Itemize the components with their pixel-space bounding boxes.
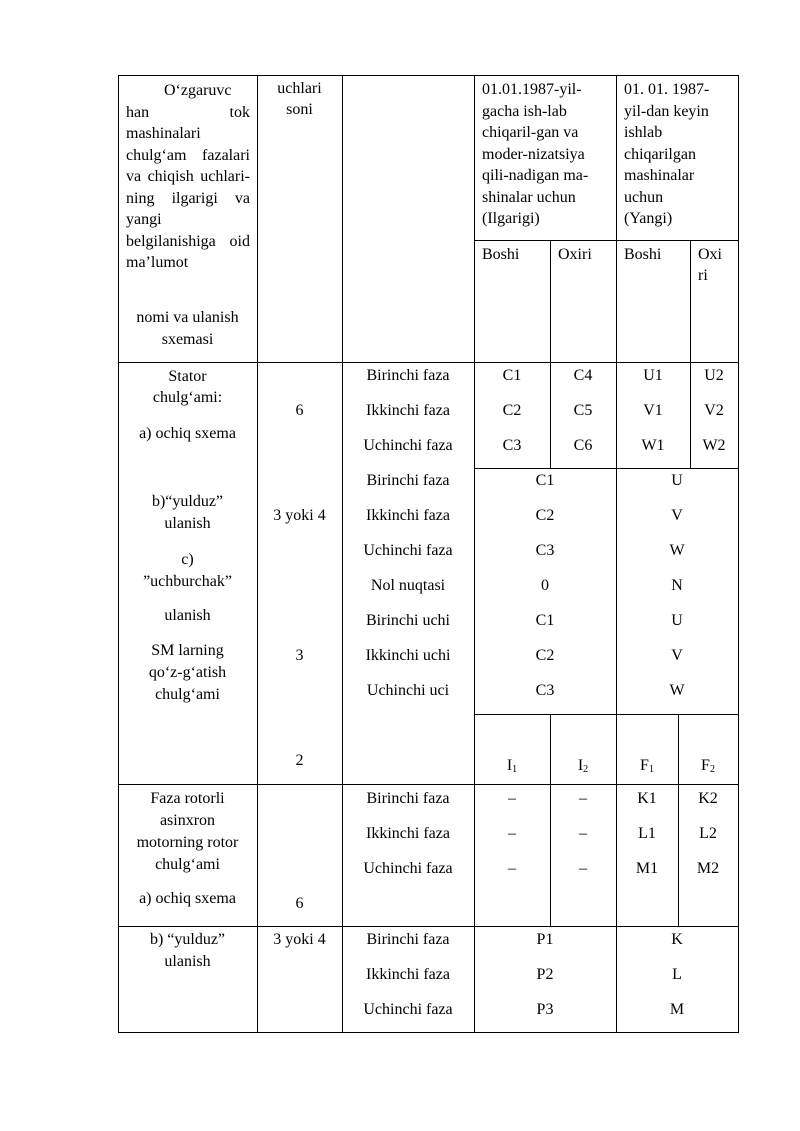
sm-mark-i2: $I_2$ xyxy=(577,757,589,775)
stator-delta-line3: ulanish xyxy=(164,607,211,624)
rotor-count: 6 xyxy=(295,895,304,912)
sm-mark-f1: $F_1$ xyxy=(640,757,654,775)
header-old-start: Boshi xyxy=(482,246,520,263)
rotor-title-line4: chulg‘ami xyxy=(155,856,220,873)
header-old-end: Oxiri xyxy=(558,246,592,263)
stator-open-scheme: a) ochiq sxema xyxy=(139,425,236,442)
header-col1-name-line1: nomi va ulanish xyxy=(136,309,239,326)
stator-star-line2: ulanish xyxy=(164,515,211,532)
sm-mark-f2: $F_2$ xyxy=(701,757,715,775)
stator-delta-line2: ”uchburchak” xyxy=(143,573,232,590)
header-new-start: Boshi xyxy=(624,246,662,263)
header-new-end-line1: Oxi xyxy=(698,246,722,263)
rotor-title-line3: motorning rotor xyxy=(136,834,239,851)
sm-winding-line2: qo‘z-g‘atish xyxy=(148,664,227,681)
rotor-title-line1: Faza rotorli xyxy=(150,790,225,807)
stator-star-line1: b)“yulduz” xyxy=(151,493,224,510)
stator-delta-line1: c) xyxy=(181,551,194,568)
stator-title-line2: chulg‘ami: xyxy=(152,389,223,406)
count-delta: 3 xyxy=(295,647,304,664)
rotor-open-scheme: a) ochiq sxema xyxy=(139,890,236,907)
sm-winding-line3: chulg‘ami xyxy=(155,686,220,703)
stator-title-line1: Stator xyxy=(168,368,207,385)
rotor-star-line2: ulanish xyxy=(164,953,211,970)
rotor-title-line2: asinxron xyxy=(159,812,216,829)
rotor-star-line1: b) “yulduz” xyxy=(149,931,226,948)
count-open: 6 xyxy=(295,402,304,419)
header-new-end-line2: ri xyxy=(698,267,708,284)
rotor-star-count: 3 yoki 4 xyxy=(273,931,326,948)
header-col2-line1: uchlari xyxy=(277,80,322,97)
header-col1-name-line2: sxemasi xyxy=(161,331,214,348)
header-col2-line2: soni xyxy=(286,101,313,118)
sm-winding-line1: SM larning xyxy=(151,642,224,659)
header-col1-description: O‘zgaruvc han tok mashinalari chulg‘am fazalari va chiqish uchlari-ning ilgarigi va yangi belgilanishiga oid ma’lumot xyxy=(126,82,250,271)
count-star: 3 yoki 4 xyxy=(273,507,326,524)
sm-mark-i1: $I_1$ xyxy=(506,757,518,775)
count-sm: 2 xyxy=(295,752,304,769)
